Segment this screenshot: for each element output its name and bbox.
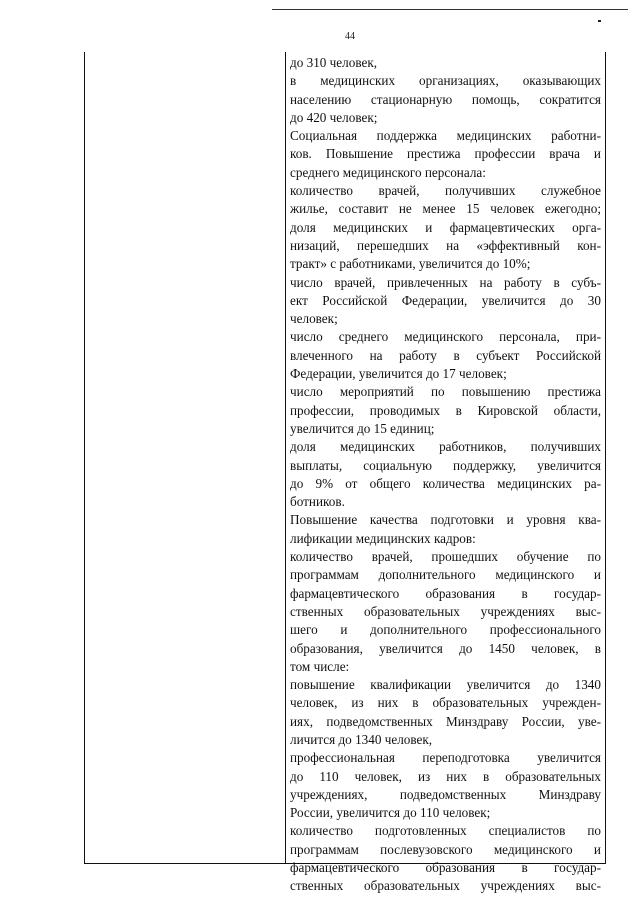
text-line: Федерации, увеличится до 17 человек; [290,366,507,382]
text-line: число врачей, привлеченных на работу в субъ- [290,274,601,290]
text-line: том числе: [290,658,350,674]
text-line: фармацевтического образования в государ- [290,585,601,601]
text-line: увеличится до 15 единиц; [290,420,435,436]
text-line: шего и дополнительного профессионального [290,622,601,638]
text-line: ботников. [290,494,345,510]
text-line: образования, увеличится до 1450 человек, в [290,640,601,656]
text-line: число мероприятий по повышению престижа [290,384,601,400]
text-line: доля медицинских работников, получивших [290,439,601,455]
text-line: низаций, перешедших на «эффективный кон- [290,237,601,253]
table-left-cell [85,52,285,863]
text-line: до 9% от общего количества медицинских ра- [290,475,601,491]
text-line: в медицинских организациях, оказывающих [290,73,601,89]
text-line: профессии, проводимых в Кировской области, [290,402,601,418]
text-line: ект Российской Федерации, увеличится до 30 [290,292,601,308]
text-line: число среднего медицинского персонала, при- [290,329,601,345]
text-line: личится до 1340 человек, [290,731,433,747]
table-right-cell [290,54,601,896]
text-line: ственных образовательных учреждениях выс- [290,878,601,894]
text-line: до 420 человек; [290,109,378,125]
text-line: населению стационарную помощь, сократится [290,91,601,107]
text-line: выплаты, социальную поддержку, увеличится [290,457,601,473]
page-number: 44 [345,31,355,42]
text-line: ственных образовательных учреждениях выс- [290,603,601,619]
text-line: программам дополнительного медицинского и [290,567,601,583]
text-line: влеченного на работу в субъект Российской [290,347,601,363]
text-line: профессиональная переподготовка увеличится [290,750,601,766]
text-line: повышение квалификации увеличится до 1340 [290,677,601,693]
scan-mark [598,20,601,22]
text-line: до 310 человек, [290,55,378,70]
text-line: России, увеличится до 110 человек; [290,805,491,821]
text-line: Социальная поддержка медицинских работни- [290,128,601,144]
text-line: Повышение качества подготовки и уровня ква- [290,512,601,528]
text-line: учреждениях, подведомственных Минздраву [290,786,601,802]
text-line: жилье, составит не менее 15 человек ежегодно; [290,201,601,217]
text-line: иях, подведомственных Минздраву России, уве- [290,713,601,729]
top-rule [272,9,628,10]
text-line: до 110 человек, из них в образовательных [290,768,601,784]
text-line: доля медицинских и фармацевтических орга- [290,219,601,235]
text-line: тракт» с работниками, увеличится до 10%; [290,256,531,272]
text-line: человек, из них в образовательных учрежден- [290,695,601,711]
text-line: лификации медицинских кадров: [290,530,476,546]
text-line: количество врачей, прошедших обучение по [290,549,601,565]
text-line: программам послевузовского медицинского и [290,841,601,857]
column-divider [285,52,286,863]
text-line: фармацевтического образования в государ- [290,860,601,876]
text-line: ков. Повышение престижа профессии врача и [290,146,601,162]
text-line: среднего медицинского персонала: [290,164,486,180]
text-line: количество подготовленных специалистов по [290,823,601,839]
text-line: человек; [290,311,338,327]
document-table [84,52,606,894]
text-line: количество врачей, получивших служебное [290,183,601,199]
